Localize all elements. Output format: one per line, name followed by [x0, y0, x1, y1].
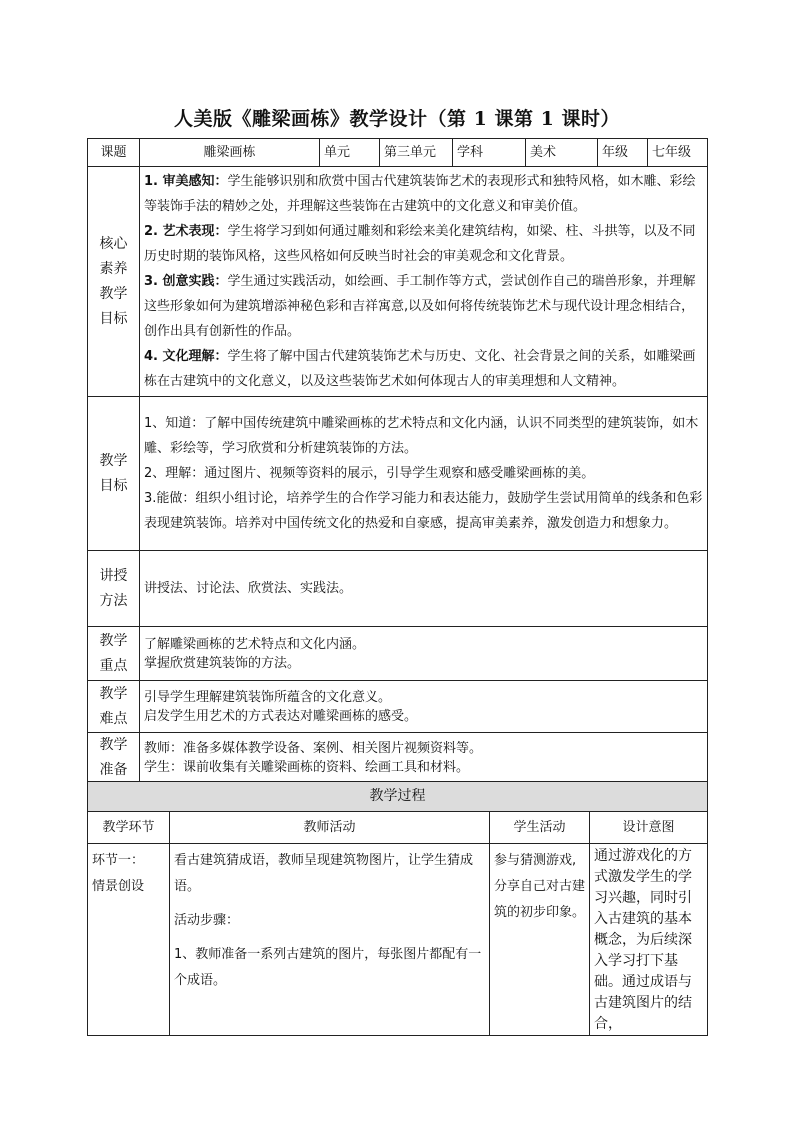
difficulties-label — [88, 681, 140, 733]
teacher-step: 活动步骤： — [174, 913, 240, 928]
difficulties-content — [140, 681, 708, 733]
preparation-item: 学生：课前收集有关雕梁画栋的资料、绘画工具和材料。 — [144, 760, 470, 775]
key-points-label — [88, 627, 140, 681]
subject-label: 学科 — [453, 139, 526, 167]
objectives-label-line: 教学 — [99, 452, 128, 469]
stage-text — [92, 844, 165, 900]
preparation-content — [140, 733, 708, 784]
info-row — [88, 139, 708, 167]
key-points-label-line: 重点 — [99, 657, 128, 674]
preparation-label-line: 准备 — [99, 762, 128, 778]
core-literacy-content — [140, 167, 708, 397]
teacher-step: 1、教师准备一系列古建筑的图片，每张图片都配有一个成语。 — [174, 947, 482, 988]
column-header-stage: 教学环节 — [88, 812, 170, 844]
stage-line: 环节一： — [92, 853, 145, 868]
difficulties-label-line: 教学 — [99, 685, 128, 702]
objective-item: 1、知道：了解中国传统建筑中雕梁画栋的艺术特点和文化内涵，认识不同类型的建筑装饰，如木雕、彩绘等，学习欣赏和分析建筑装饰的方法。 — [144, 416, 699, 456]
core-item-heading: 4. 文化理解： — [144, 349, 228, 364]
column-header-teacher: 教师活动 — [170, 812, 490, 844]
student-activity-cell — [490, 844, 590, 1036]
difficulty-item: 启发学生用艺术的方式表达对雕梁画栋的感受。 — [144, 708, 418, 724]
design-intent: 通过游戏化的方式激发学生的学习兴趣，同时引入古建筑的基本概念，为后续深入学习打下基础。通过成语与古建筑图片的结合， — [594, 848, 692, 1032]
methods-label — [88, 551, 140, 627]
key-points-content — [140, 627, 708, 681]
teacher-activity — [174, 844, 485, 994]
difficulties-row — [88, 681, 708, 733]
topic-label: 课题 — [88, 139, 140, 167]
key-point-item: 了解雕梁画栋的艺术特点和文化内涵。 — [144, 636, 366, 652]
process-heading-row — [88, 782, 708, 812]
preparation-item: 教师：准备多媒体教学设备、案例、相关图片视频资料等。 — [144, 741, 483, 756]
core-label-line: 核心 — [99, 235, 128, 252]
difficulties-label-line: 难点 — [99, 710, 128, 727]
lesson-info-table — [87, 138, 708, 784]
objective-item: 2、理解：通过图片、视频等资料的展示，引导学生观察和感受雕梁画栋的美。 — [144, 466, 595, 481]
preparation-row — [88, 733, 708, 784]
core-literacy-row — [88, 167, 708, 397]
core-item-heading: 2. 艺术表现： — [144, 224, 228, 239]
core-label-line: 素养 — [99, 260, 128, 277]
methods-text: 讲授法、讨论法、欣赏法、实践法。 — [144, 581, 353, 596]
core-literacy-label — [88, 167, 140, 397]
objectives-content — [140, 397, 708, 551]
process-row — [88, 844, 708, 1036]
objective-item: 3.能做：组织小组讨论，培养学生的合作学习能力和表达能力，鼓励学生尝试用简单的线条和色彩表现建筑装饰。培养对中国传统文化的热爱和自豪感，提高审美素养，激发创造力和想象力。 — [144, 491, 703, 531]
teacher-step: 看古建筑猜成语，教师呈现建筑物图片，让学生猜成语。 — [174, 853, 474, 894]
methods-label-line: 讲授 — [99, 567, 128, 584]
column-header-design: 设计意图 — [590, 812, 708, 844]
core-item-text: 学生将了解中国古代建筑装饰艺术与历史、文化、社会背景之间的关系，如雕梁画栋在古建筑中的文化意义，以及这些装饰艺术如何体现古人的审美理想和人文精神。 — [144, 349, 696, 389]
stage-line: 情景创设 — [92, 879, 145, 894]
objectives-label-line: 目标 — [99, 477, 128, 494]
methods-content — [140, 551, 708, 627]
preparation-label — [88, 733, 140, 784]
core-item-heading: 3. 创意实践： — [144, 274, 228, 289]
grade-value: 七年级 — [648, 139, 708, 167]
process-heading: 教学过程 — [88, 782, 708, 812]
design-intent-cell — [590, 844, 708, 1036]
difficulty-item: 引导学生理解建筑装饰所蕴含的文化意义。 — [144, 689, 392, 705]
column-header-student: 学生活动 — [490, 812, 590, 844]
grade-label: 年级 — [598, 139, 648, 167]
teaching-process-table — [87, 781, 708, 1036]
core-item — [144, 169, 703, 219]
stage-cell — [88, 844, 170, 1036]
core-item-text: 学生通过实践活动，如绘画、手工制作等方式，尝试创作自己的瑞兽形象，并理解这些形象如何为建筑增添神秘色彩和吉祥寓意,以及如何将传统装饰艺术与现代设计理念相结合，创作出具有创新性的作品。 — [144, 274, 696, 339]
objectives-row — [88, 397, 708, 551]
unit-label: 单元 — [320, 139, 380, 167]
objectives-label — [88, 397, 140, 551]
core-item — [144, 219, 703, 269]
key-points-row — [88, 627, 708, 681]
teacher-activity-cell — [170, 844, 490, 1036]
preparation-label-line: 教学 — [99, 737, 128, 753]
core-item-text: 学生能够识别和欣赏中国古代建筑装饰艺术的表现形式和独特风格，如木雕、彩绘等装饰手法的精妙之处，并理解这些装饰在古建筑中的文化意义和审美价值。 — [144, 174, 696, 214]
core-item-heading: 1. 审美感知： — [144, 174, 228, 189]
topic-value: 雕梁画栋 — [140, 139, 320, 167]
methods-label-line: 方法 — [99, 592, 128, 609]
core-item — [144, 269, 703, 344]
methods-row — [88, 551, 708, 627]
core-item-text: 学生将学习到如何通过雕刻和彩绘来美化建筑结构，如梁、柱、斗拱等，以及不同历史时期的装饰风格，这些风格如何反映当时社会的审美观念和文化背景。 — [144, 224, 696, 264]
core-label-line: 目标 — [99, 310, 128, 327]
page-title: 人美版《雕梁画栋》教学设计（第 1 课第 1 课时） — [174, 108, 620, 130]
process-header-row — [88, 812, 708, 844]
key-points-label-line: 教学 — [99, 632, 128, 649]
subject-value: 美术 — [526, 139, 598, 167]
core-item — [144, 344, 703, 394]
unit-value: 第三单元 — [380, 139, 453, 167]
key-point-item: 掌握欣赏建筑装饰的方法。 — [144, 655, 301, 671]
student-activity: 参与猜测游戏,分享自己对古建筑的初步印象。 — [494, 853, 586, 920]
core-label-line: 教学 — [99, 285, 128, 302]
